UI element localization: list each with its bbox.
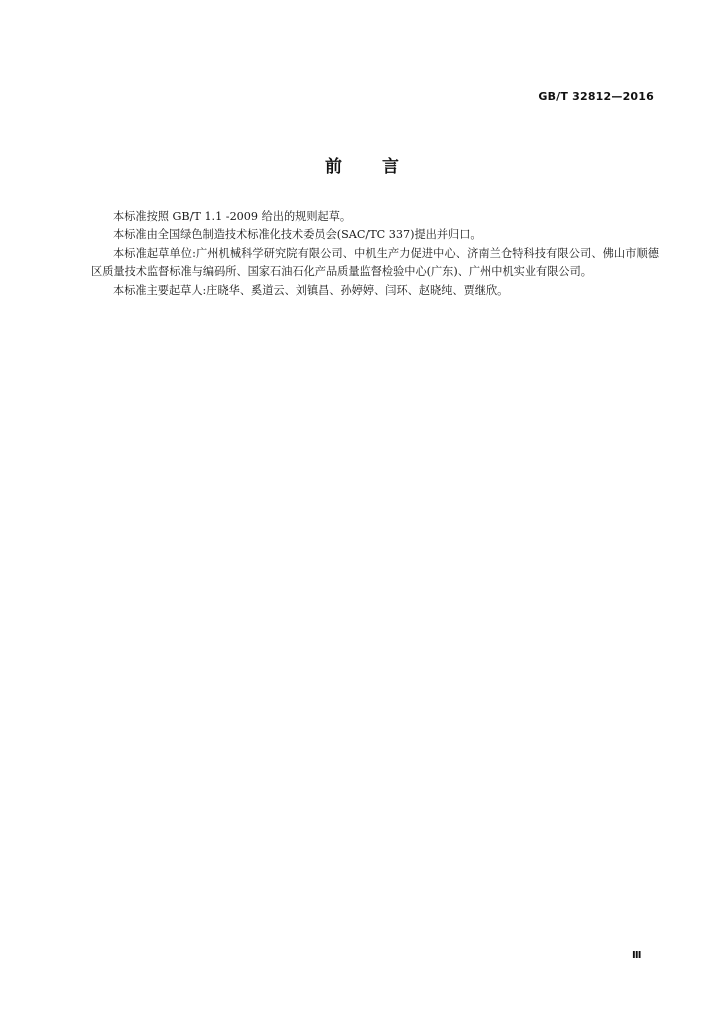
page-title: 前言 — [325, 157, 439, 177]
page-number: Ⅲ — [632, 950, 642, 961]
foreword-body — [91, 208, 659, 300]
paragraph-proposer: 本标准由全国绿色制造技术标准化技术委员会(SAC/TC 337)提出并归口。 — [113, 228, 482, 242]
paragraph-drafting-units: 本标准起草单位:广州机械科学研究院有限公司、中机生产力促进中心、济南兰仓特科技有限公司、佛山市顺德区质量技术监督标准与编码所、国家石油石化产品质量监督检验中心(广东)、广州中机实业有限公司。 — [91, 246, 659, 279]
paragraph-drafting-rules: 本标准按照 GB/T 1.1 -2009 给出的规则起草。 — [113, 210, 352, 223]
paragraph-drafters: 本标准主要起草人:庄晓华、奚道云、刘镇昌、孙婷婷、闫环、赵晓纯、贾继欣。 — [113, 283, 509, 297]
standard-number: GB/T 32812—2016 — [538, 90, 654, 103]
